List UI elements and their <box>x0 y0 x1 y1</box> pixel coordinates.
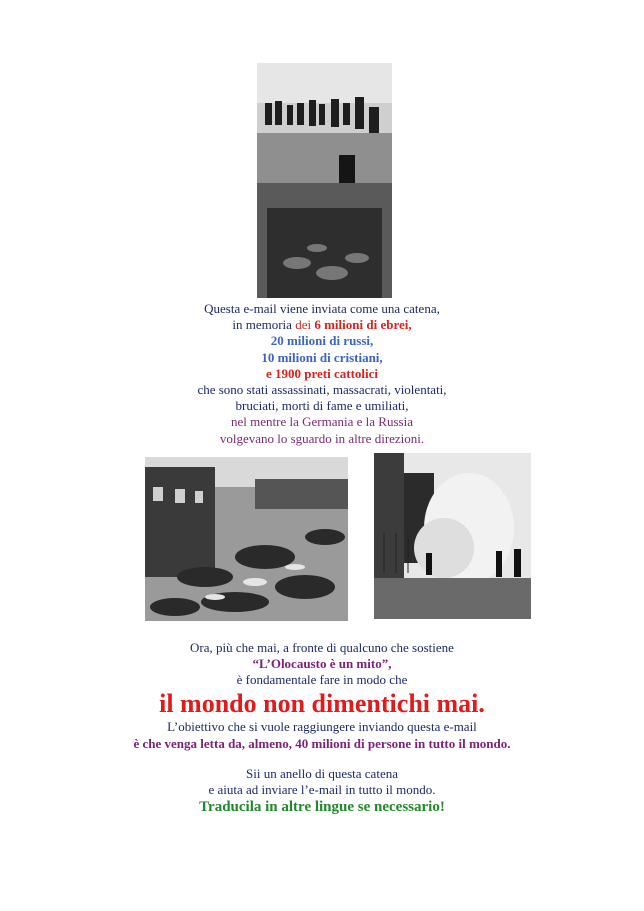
intro-line-7: bruciati, morti di fame e umiliati, <box>235 398 409 414</box>
myth-line-3: è fondamentale fare in modo che <box>236 672 408 688</box>
intro-line-1: Questa e-mail viene inviata come una catena, <box>204 301 440 316</box>
myth-paragraph <box>0 640 644 719</box>
intro-paragraph <box>0 301 644 447</box>
myth-line-1: Ora, più che mai, a fronte di qualcuno che sostiene <box>190 640 454 655</box>
chain-line-2: e aiuta ad inviare l’e-mail in tutto il mondo. <box>208 782 436 797</box>
photo-burning-pyre <box>374 453 531 619</box>
intro-line-6: che sono stati assassinati, massacrati, violentati, <box>197 382 447 398</box>
myth-line-2: “L’Olocausto è un mito”, <box>252 656 392 672</box>
goal-line-2: è che venga letta da, almeno, 40 milioni di persone in tutto il mondo. <box>133 736 511 751</box>
intro-line-2: in memoria dei 6 milioni di ebrei, <box>232 317 412 333</box>
headline-never-forget: il mondo non dimentichi mai. <box>159 688 485 718</box>
translate-call: Traducila in altre lingue se necessario! <box>199 799 445 815</box>
intro-line-8: nel mentre la Germania e la Russia <box>231 414 413 430</box>
photo-camp-bodies <box>145 457 348 621</box>
intro-line-3: 20 milioni di russi, <box>270 333 374 349</box>
goal-line-1: L’obiettivo che si vuole raggiungere inviando questa e-mail <box>167 719 477 734</box>
intro-line-5: e 1900 preti cattolici <box>265 365 379 381</box>
goal-paragraph <box>0 718 644 752</box>
photo-execution-pit <box>257 63 392 298</box>
intro-line-9: volgevano lo sguardo in altre direzioni. <box>219 430 425 446</box>
chain-paragraph <box>0 766 644 817</box>
chain-line-1: Sii un anello di questa catena <box>246 766 398 781</box>
intro-line-4: 10 milioni di cristiani, <box>261 349 383 365</box>
